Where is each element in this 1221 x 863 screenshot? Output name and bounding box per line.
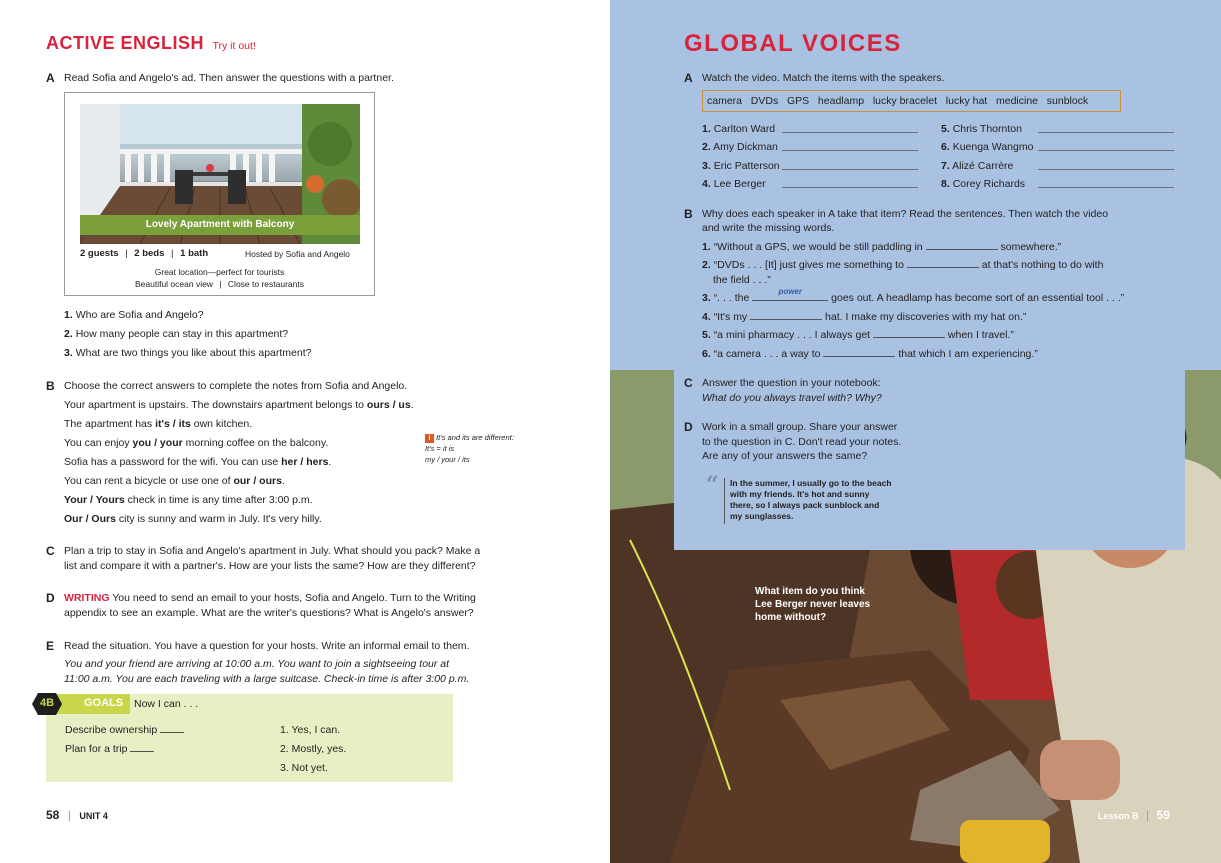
word-bank-item: medicine	[995, 95, 1039, 107]
rs-c-letter: C	[684, 376, 693, 390]
word-bank-item: lucky bracelet	[872, 95, 938, 107]
note-line[interactable]: You can rent a bicycle or use one of our / ours.	[64, 475, 285, 487]
sentence-item[interactable]: 5. “a mini pharmacy . . . I always get when I travel.”	[702, 329, 1014, 341]
rating-item: 2. Mostly, yes.	[280, 743, 347, 755]
rs-b-letter: B	[684, 207, 693, 221]
answer-line[interactable]	[782, 132, 918, 133]
example-answer: power	[778, 287, 802, 296]
section-b-instruction: Choose the correct answers to complete the notes from Sofia and Angelo.	[64, 380, 408, 392]
section-a-instruction: Read Sofia and Angelo's ad. Then answer the questions with a partner.	[64, 72, 394, 84]
right-page-title: GLOBAL VOICES	[684, 30, 902, 57]
speaker-item: 3. Eric Patterson	[702, 160, 780, 172]
right-page	[610, 0, 1221, 863]
note-line[interactable]: Your apartment is upstairs. The downstairs apartment belongs to ours / us.	[64, 399, 414, 411]
answer-line[interactable]	[1038, 132, 1174, 133]
word-bank-item: sunblock	[1046, 95, 1089, 107]
question-item: 3. What are two things you like about this apartment?	[64, 347, 312, 359]
goal-item[interactable]: Describe ownership	[65, 723, 184, 738]
ad-caption: Lovely Apartment with Balcony	[80, 215, 360, 235]
word-bank	[702, 90, 1121, 112]
question-item: 2. How many people can stay in this apartment?	[64, 328, 289, 340]
speaker-item: 5. Chris Thornton	[941, 123, 1022, 135]
info-icon: i	[425, 434, 434, 443]
writing-label: WRITING	[64, 592, 110, 604]
page-number: 59	[1156, 808, 1170, 822]
word-bank-item: headlamp	[817, 95, 865, 107]
lesson-label: Lesson B	[1098, 811, 1139, 821]
sentence-item[interactable]: 1. “Without a GPS, we would be still paddling in somewhere.”	[702, 241, 1062, 253]
photo-caption: What item do you think Lee Berger never leaves home without?	[755, 586, 871, 623]
rs-d-line3: Are any of your answers the same?	[702, 450, 868, 462]
ad-feature-line1: Great location—perfect for tourists	[154, 267, 285, 277]
note-line[interactable]: Your / Yours check in time is any time after 3:00 p.m.	[64, 494, 313, 506]
sentence-continuation: the field . . .”	[713, 274, 771, 286]
goals-box	[46, 694, 453, 782]
ad-stats: 2 guests | 2 beds | 1 bath	[80, 248, 209, 259]
ad-features	[65, 266, 374, 290]
sentence-item[interactable]: 3. “. . . the power goes out. A headlamp has become sort of an essential tool . . .”	[702, 287, 1125, 304]
speaker-item: 7. Alizé Carrère	[941, 160, 1014, 172]
rs-b-line2: and write the missing words.	[702, 222, 835, 234]
section-b-letter: B	[46, 379, 55, 393]
section-e-line2: 11:00 a.m. You are each traveling with a large suitcase. Check-in time is after 3:00 p.m.	[64, 673, 470, 685]
word-bank-item: lucky hat	[945, 95, 988, 107]
page-header	[46, 33, 256, 54]
answer-line[interactable]	[782, 187, 918, 188]
rs-c-line2: What do you always travel with? Why?	[702, 392, 882, 404]
section-e-instruction: Read the situation. You have a question for your hosts. Write an informal email to them.	[64, 640, 470, 652]
right-footer: Lesson B | 59	[1098, 808, 1170, 822]
rs-a-letter: A	[684, 71, 693, 85]
ad-host: Hosted by Sofia and Angelo	[245, 249, 350, 259]
page-number: 58	[46, 808, 60, 822]
grammar-tip: i It's and its are different: It's = it is my / your / its	[425, 433, 514, 464]
answer-line[interactable]	[1038, 169, 1174, 170]
ad-feature-line2: Beautiful ocean view | Close to restaurants	[134, 279, 304, 289]
answer-line[interactable]	[1038, 187, 1174, 188]
rs-d-line1: Work in a small group. Share your answer	[702, 421, 898, 433]
note-line[interactable]: You can enjoy you / your morning coffee on the balcony.	[64, 437, 329, 449]
sentence-item[interactable]: 4. “It's my hat. I make my discoveries with my hat on.”	[702, 311, 1027, 323]
word-bank-item: camera	[707, 95, 743, 107]
section-e-line1: You and your friend are arriving at 10:00 a.m. You want to join a sightseeing tour at	[64, 658, 450, 670]
quote-icon: “	[706, 472, 719, 498]
goals-label: GOALS	[84, 697, 124, 709]
section-a-letter: A	[46, 71, 55, 85]
sentence-item[interactable]: 2. “DVDs . . . [It] just gives me something to at that's nothing to do with	[702, 259, 1104, 271]
rating-item: 1. Yes, I can.	[280, 724, 341, 736]
apartment-ad	[64, 92, 375, 296]
answer-line[interactable]	[1038, 150, 1174, 151]
rating-item: 3. Not yet.	[280, 762, 328, 774]
sentence-item[interactable]: 6. “a camera . . . a way to that which I am experiencing.”	[702, 348, 1038, 360]
section-c-letter: C	[46, 544, 55, 558]
rs-a-instruction: Watch the video. Match the items with the speakers.	[702, 72, 945, 84]
unit-label: UNIT 4	[79, 811, 108, 821]
speaker-item: 8. Corey Richards	[941, 178, 1026, 190]
goals-prompt: Now I can . . .	[134, 698, 199, 710]
speaker-item: 1. Carlton Ward	[702, 123, 776, 135]
quote-text: In the summer, I usually go to the beach with my friends. It's hot and sunny there, so I always pack sunblock and my sunglasses.	[730, 478, 892, 521]
speaker-item: 4. Lee Berger	[702, 178, 766, 190]
word-bank-item: GPS	[786, 95, 810, 107]
rs-d-line2: to the question in C. Don't read your notes.	[702, 436, 902, 448]
speaker-item: 2. Amy Dickman	[702, 141, 778, 153]
page-subtitle: Try it out!	[212, 40, 256, 52]
goal-item[interactable]: Plan for a trip	[65, 742, 154, 757]
note-line[interactable]: The apartment has it's / its own kitchen.	[64, 418, 253, 430]
goals-badge: 4B	[32, 693, 62, 715]
ad-baths: 1 bath	[180, 248, 209, 259]
rs-c-line1: Answer the question in your notebook:	[702, 377, 881, 389]
page-title: ACTIVE ENGLISH	[46, 33, 205, 53]
ad-guests: 2 guests	[80, 248, 119, 259]
note-line[interactable]: Sofia has a password for the wifi. You can use her / hers.	[64, 456, 332, 468]
rs-d-letter: D	[684, 420, 693, 434]
answer-line[interactable]	[782, 169, 918, 170]
note-line[interactable]: Our / Ours city is sunny and warm in July. It's very hilly.	[64, 513, 322, 525]
section-c-line1: Plan a trip to stay in Sofia and Angelo's apartment in July. What should you pack? Make a	[64, 545, 481, 557]
section-d-line1: WRITING You need to send an email to your hosts, Sofia and Angelo. Turn to the Writing	[64, 592, 476, 604]
rs-b-line1: Why does each speaker in A take that item? Read the sentences. Then watch the video	[702, 208, 1109, 220]
section-e-letter: E	[46, 639, 55, 653]
left-page	[0, 0, 610, 863]
section-c-line2: list and compare it with a partner's. How are your lists the same? How are they different?	[64, 560, 476, 572]
question-item: 1. Who are Sofia and Angelo?	[64, 309, 204, 321]
section-d-letter: D	[46, 591, 55, 605]
left-footer: 58 | UNIT 4	[46, 808, 108, 822]
speaker-item: 6. Kuenga Wangmo	[941, 141, 1034, 153]
answer-line[interactable]	[782, 150, 918, 151]
ad-beds: 2 beds	[134, 248, 165, 259]
section-d-line2: appendix to see an example. What are the writer's questions? What is Angelo's answer?	[64, 607, 474, 619]
word-bank-item: DVDs	[750, 95, 779, 107]
